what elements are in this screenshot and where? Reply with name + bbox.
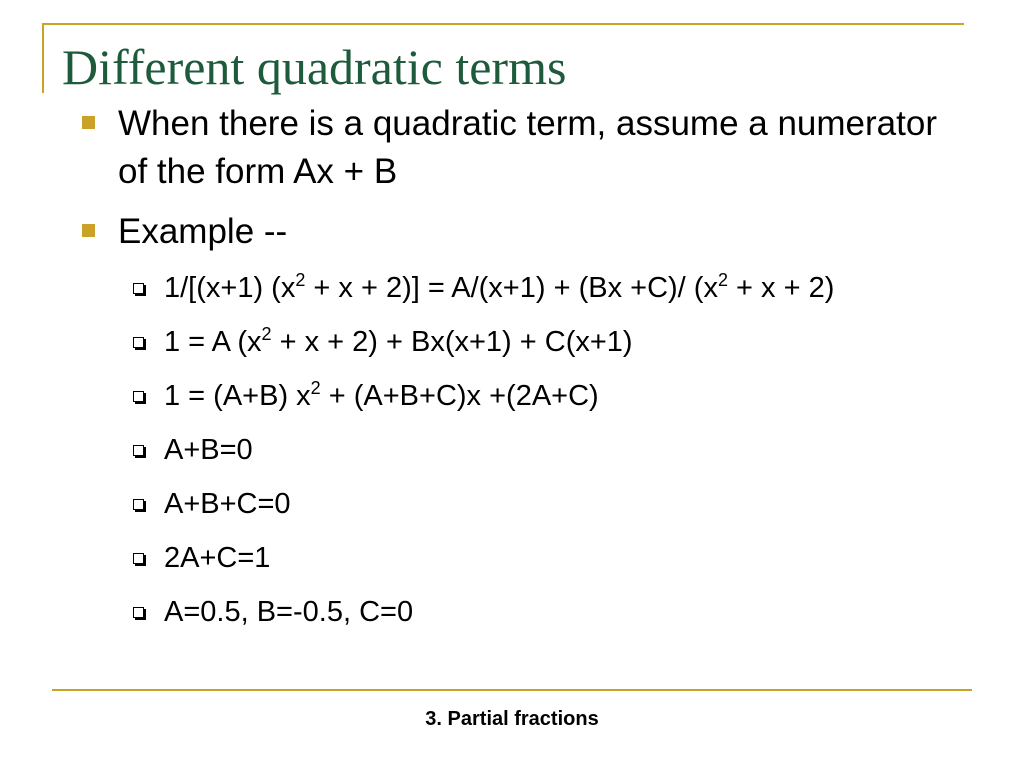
- sub-bullet-item: [128, 592, 968, 633]
- example-sub-list: [128, 268, 968, 633]
- hollow-square-bullet-icon: [133, 553, 144, 564]
- equation-text: 2A+C=1: [164, 542, 271, 574]
- hollow-square-bullet-icon: [133, 499, 144, 510]
- hollow-square-bullet-icon: [133, 337, 144, 348]
- hollow-square-bullet-icon: [133, 283, 144, 294]
- frame-top-rule: [42, 23, 964, 25]
- exponent: 2: [261, 324, 272, 344]
- slide-content: [78, 100, 968, 646]
- equation-part: + x + 2): [727, 272, 835, 304]
- sub-bullet-item: [128, 376, 968, 417]
- hollow-square-bullet-icon: [133, 391, 144, 402]
- sub-bullet-item: [128, 322, 968, 363]
- footer-rule: [52, 689, 972, 691]
- equation-text: A+B+C=0: [164, 488, 291, 520]
- exponent: 2: [717, 270, 728, 290]
- slide-title: Different quadratic terms: [62, 39, 567, 95]
- sub-bullet-item: [128, 538, 968, 579]
- bullet-item: [78, 208, 968, 256]
- sub-bullet-item: [128, 268, 968, 309]
- equation-part: + x + 2) + Bx(x+1) + C(x+1): [271, 326, 633, 358]
- slide-footer: 3. Partial fractions: [425, 708, 599, 730]
- bullet-text: Example --: [118, 212, 288, 251]
- equation-part: + x + 2)] = A/(x+1) + (Bx +C)/ (x: [305, 272, 718, 304]
- bullet-item: [78, 100, 968, 196]
- frame-left-rule: [42, 23, 44, 93]
- exponent: 2: [310, 378, 321, 398]
- equation-part: 1 = (A+B) x: [164, 380, 311, 412]
- bullet-text: When there is a quadratic term, assume a numerator of the form Ax + B: [118, 104, 937, 191]
- equation-part: 1/[(x+1) (x: [164, 272, 296, 304]
- exponent: 2: [295, 270, 306, 290]
- hollow-square-bullet-icon: [133, 607, 144, 618]
- sub-bullet-item: [128, 484, 968, 525]
- sub-bullet-item: [128, 430, 968, 471]
- square-bullet-icon: [82, 224, 95, 237]
- equation-part: 1 = A (x: [164, 326, 262, 358]
- equation-text: A+B=0: [164, 434, 253, 466]
- equation-part: + (A+B+C)x +(2A+C): [320, 380, 599, 412]
- equation-text: A=0.5, B=-0.5, C=0: [164, 596, 414, 628]
- square-bullet-icon: [82, 116, 95, 129]
- hollow-square-bullet-icon: [133, 445, 144, 456]
